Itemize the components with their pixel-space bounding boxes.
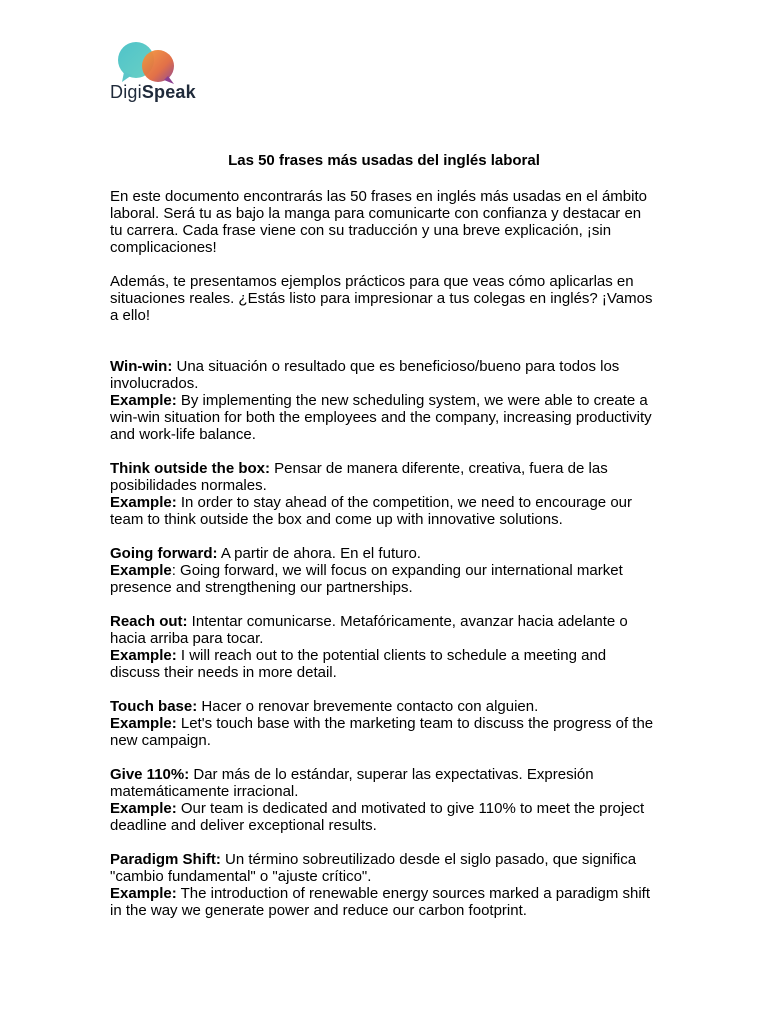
phrase-entry	[110, 613, 655, 681]
phrase-entry	[110, 460, 655, 528]
example-label: Example:	[110, 715, 177, 732]
phrase-entry	[110, 851, 655, 919]
phrase-entry	[110, 698, 655, 749]
example-text: Let's touch base with the marketing team to discuss the progress of the new campaign.	[110, 715, 654, 749]
example-text: The introduction of renewable energy sources marked a paradigm shift in the way we generate power and reduce our carbon footprint.	[110, 885, 651, 919]
logo-wordmark-digi: Digi	[110, 82, 142, 102]
example-label: Example:	[110, 392, 177, 409]
phrase-example	[110, 647, 655, 681]
phrase-entry	[110, 545, 655, 596]
phrase-entry	[110, 766, 655, 834]
phrase-term: Think outside the box:	[110, 460, 270, 477]
example-text: : Going forward, we will focus on expanding our international market presence and strengthening our partnerships.	[110, 562, 623, 596]
document-title: Las 50 frases más usadas del inglés laboral	[228, 152, 540, 169]
phrase-example	[110, 392, 655, 443]
phrase-term: Touch base:	[110, 698, 198, 715]
phrase-definition	[110, 698, 655, 715]
example-label: Example:	[110, 800, 177, 817]
example-text: In order to stay ahead of the competition, we need to encourage our team to think outside the box and come up with innovative solutions.	[110, 494, 632, 528]
example-text: I will reach out to the potential clients to schedule a meeting and discuss their needs in more detail.	[110, 647, 607, 681]
phrase-definition	[110, 460, 655, 494]
phrase-example	[110, 800, 655, 834]
phrase-definition-text: Un término sobreutilizado desde el siglo pasado, que significa "cambio fundamental" o "ajuste crítico".	[110, 851, 637, 885]
phrase-example	[110, 494, 655, 528]
phrase-entry	[110, 358, 655, 443]
document-body	[110, 188, 655, 936]
phrase-example	[110, 885, 655, 919]
phrase-definition	[110, 851, 655, 885]
intro-paragraph: Además, te presentamos ejemplos prácticos para que veas cómo aplicarlas en situaciones reales. ¿Estás listo para impresionar a tus colegas en inglés? ¡Vamos a ello!	[110, 273, 653, 324]
phrase-term: Reach out:	[110, 613, 188, 630]
phrase-definition	[110, 545, 655, 562]
phrase-term: Paradigm Shift:	[110, 851, 221, 868]
phrase-term: Going forward:	[110, 545, 218, 562]
phrase-definition-text: Intentar comunicarse. Metafóricamente, avanzar hacia adelante o hacia arriba para tocar.	[110, 613, 628, 647]
phrase-definition-text: Pensar de manera diferente, creativa, fuera de las posibilidades normales.	[110, 460, 608, 494]
intro-paragraph: En este documento encontrarás las 50 frases en inglés más usadas en el ámbito laboral. Será tu as bajo la manga para comunicarte con confianza y destacar en tu carrera. Cada frase viene con su traducción y una breve explicación, ¡sin complicaciones!	[110, 188, 647, 256]
example-text: Our team is dedicated and motivated to give 110% to meet the project deadline and deliver exceptional results.	[110, 800, 645, 834]
phrase-definition-text: A partir de ahora. En el futuro.	[217, 545, 421, 562]
phrase-definition-text: Hacer o renovar brevemente contacto con alguien.	[197, 698, 539, 715]
logo-wordmark-speak: Speak	[141, 82, 196, 102]
phrase-definition	[110, 766, 655, 800]
phrase-definition-text: Dar más de lo estándar, superar las expectativas. Expresión matemáticamente irracional.	[110, 766, 594, 800]
digispeak-logo	[110, 40, 200, 110]
phrase-definition	[110, 613, 655, 647]
phrase-definition	[110, 358, 655, 392]
example-label: Example	[110, 562, 172, 579]
phrase-example	[110, 715, 655, 749]
phrase-definition-text: Una situación o resultado que es beneficioso/bueno para todos los involucrados.	[110, 358, 620, 392]
example-label: Example:	[110, 647, 177, 664]
phrase-term: Give 110%:	[110, 766, 190, 783]
phrase-example	[110, 562, 655, 596]
logo-wordmark	[110, 82, 196, 103]
example-label: Example:	[110, 885, 177, 902]
example-text: By implementing the new scheduling system, we were able to create a win-win situation for both the employees and the company, increasing productivity and work-life balance.	[110, 392, 652, 443]
speech-bubbles-icon	[116, 40, 180, 88]
example-label: Example:	[110, 494, 177, 511]
phrase-term: Win-win:	[110, 358, 173, 375]
